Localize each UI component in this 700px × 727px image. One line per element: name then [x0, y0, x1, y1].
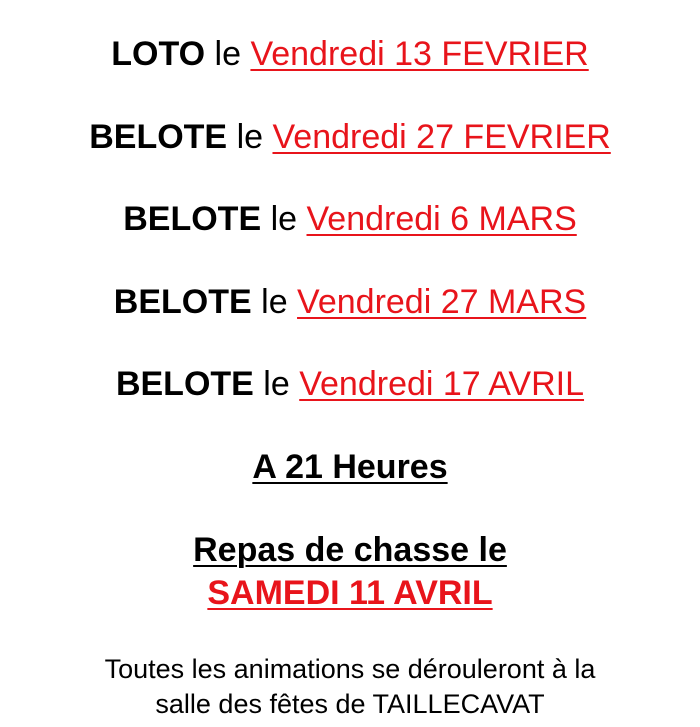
time-line — [0, 447, 700, 487]
event-name: BELOTE — [115, 365, 254, 403]
meal-title-line — [0, 530, 700, 570]
event-connector: le — [253, 365, 300, 403]
event-date: Vendredi 13 FEVRIER — [250, 35, 589, 73]
event-line-1 — [0, 34, 700, 74]
meal-title: Repas de chasse le — [193, 531, 507, 569]
event-date: Vendredi 27 FEVRIER — [272, 118, 611, 156]
event-connector: le — [261, 200, 307, 238]
event-line-4 — [0, 282, 700, 322]
event-name: BELOTE — [123, 200, 262, 238]
footer-line-1 — [0, 652, 700, 686]
event-connector: le — [205, 35, 251, 73]
event-name: LOTO — [111, 35, 206, 73]
event-connector: le — [227, 118, 273, 156]
event-date: Vendredi 27 MARS — [297, 283, 587, 321]
event-date: Vendredi 6 MARS — [306, 200, 577, 238]
meal-date: SAMEDI 11 AVRIL — [207, 574, 493, 612]
event-line-5 — [0, 364, 700, 404]
footer-line-2 — [0, 687, 700, 721]
event-date: Vendredi 17 AVRIL — [299, 365, 585, 403]
footer-text-2: salle des fêtes de TAILLECAVAT — [155, 689, 545, 719]
footer-text-1: Toutes les animations se dérouleront à la — [104, 654, 596, 684]
event-name: BELOTE — [89, 118, 228, 156]
start-time: A 21 Heures — [252, 448, 448, 486]
event-line-3 — [0, 199, 700, 239]
event-connector: le — [251, 283, 298, 321]
event-name: BELOTE — [113, 283, 252, 321]
event-line-2 — [0, 117, 700, 157]
meal-date-line — [0, 573, 700, 613]
